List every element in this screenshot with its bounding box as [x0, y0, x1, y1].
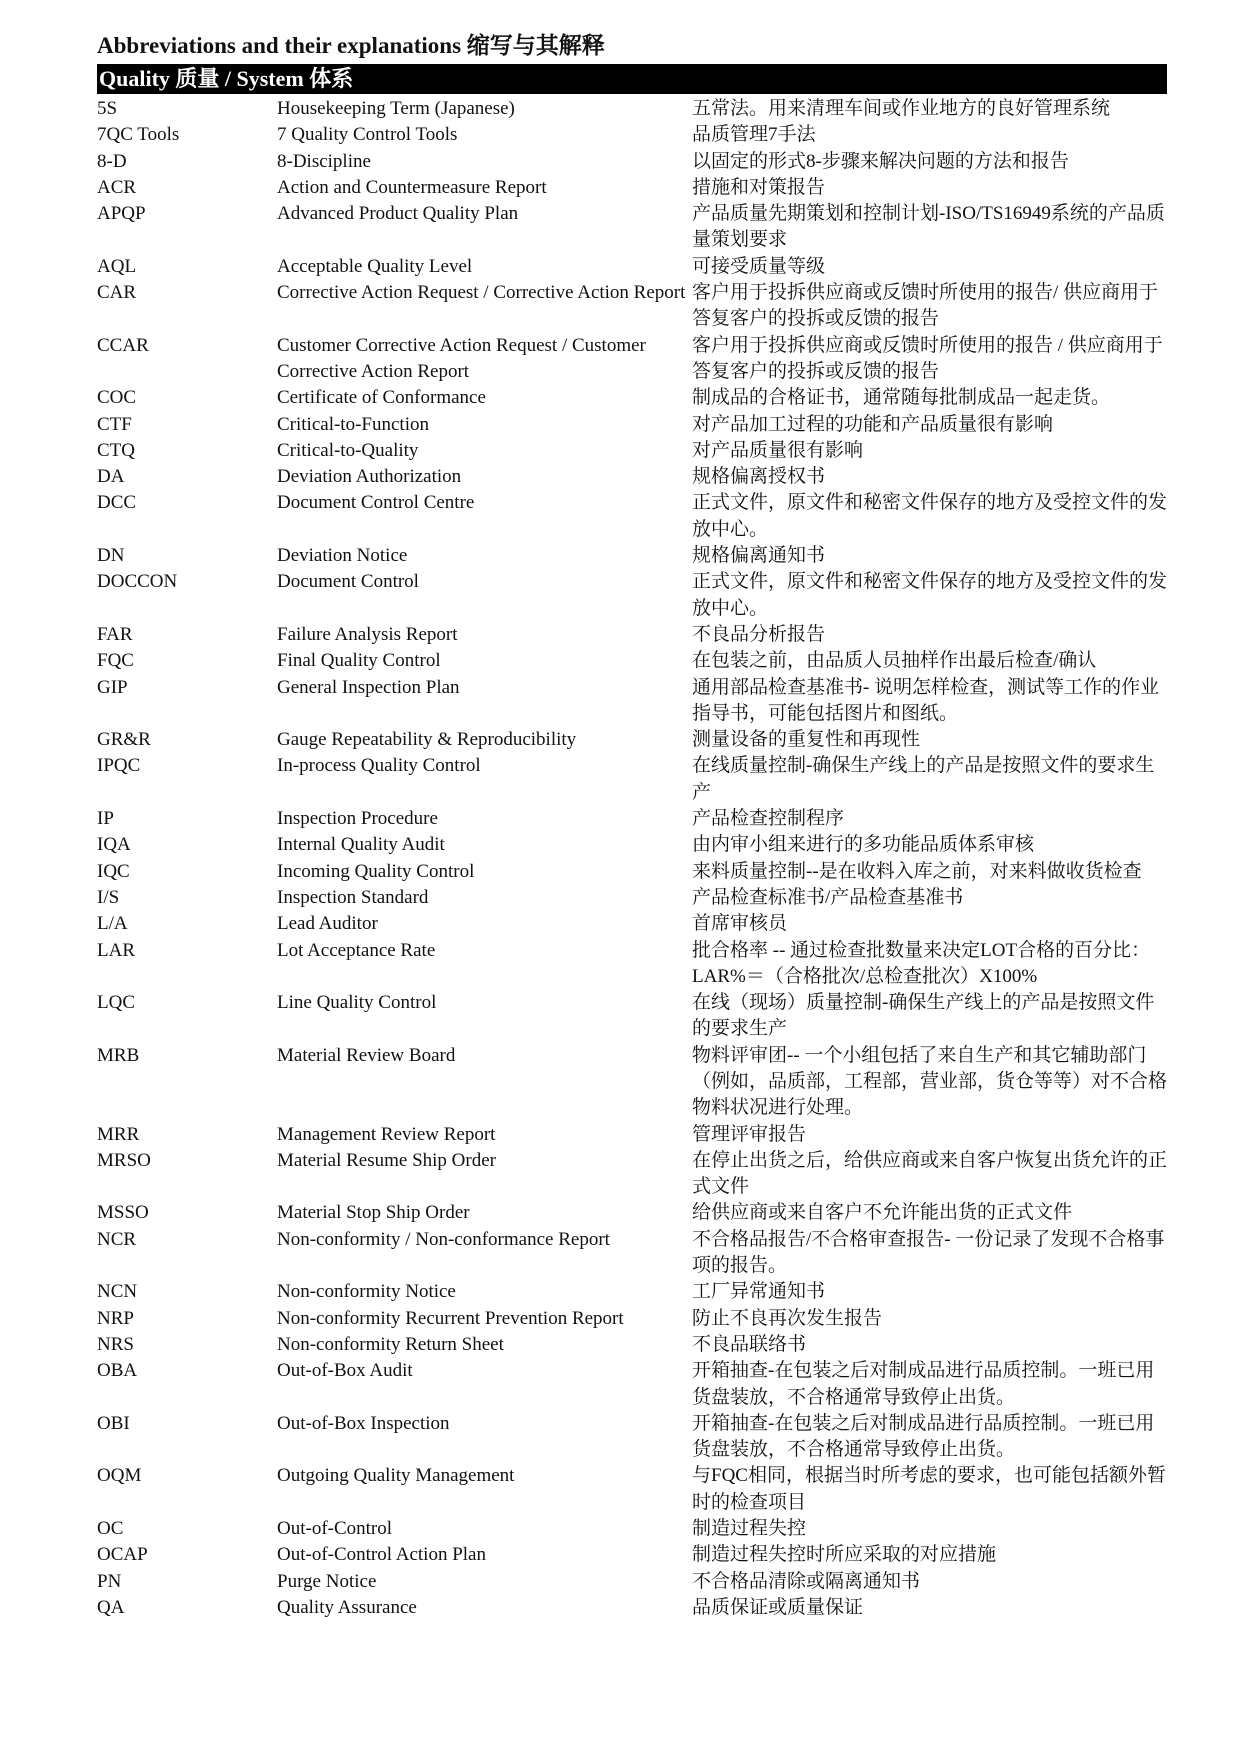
abbreviation-cell: DOCCON	[97, 571, 178, 593]
term-cell: Out-of-Box Inspection	[277, 1412, 450, 1434]
table-row	[97, 96, 1167, 122]
abbreviation-cell: NCN	[97, 1281, 138, 1303]
explanation-cell: 通用部品检查基准书- 说明怎样检查，测试等工作的作业指导书，可能包括图片和图纸。	[692, 676, 1160, 724]
explanation-cell: 制造过程失控	[692, 1518, 807, 1540]
table-row	[97, 569, 1167, 622]
table-row	[97, 832, 1167, 858]
table-row	[97, 543, 1167, 569]
term-cell: Out-of-Control Action Plan	[277, 1544, 486, 1566]
term-cell: Line Quality Control	[277, 992, 437, 1014]
explanation-cell: 品质管理7手法	[692, 124, 816, 146]
explanation-cell: 正式文件，原文件和秘密文件保存的地方及受控文件的发放中心。	[692, 492, 1168, 540]
table-row	[97, 859, 1167, 885]
term-cell: Non-conformity Recurrent Prevention Report	[277, 1307, 624, 1329]
explanation-cell: 规格偏离通知书	[692, 545, 826, 567]
abbreviation-cell: CCAR	[97, 334, 149, 356]
table-row	[97, 1122, 1167, 1148]
term-cell: Internal Quality Audit	[277, 834, 445, 856]
explanation-cell: 不合格品清除或隔离通知书	[692, 1570, 921, 1592]
term-cell: Inspection Standard	[277, 886, 429, 908]
explanation-cell: 防止不良再次发生报告	[692, 1307, 883, 1329]
table-row	[97, 938, 1167, 991]
term-cell: Outgoing Quality Management	[277, 1465, 515, 1487]
explanation-cell: 正式文件，原文件和秘密文件保存的地方及受控文件的发放中心。	[692, 571, 1168, 619]
table-row	[97, 885, 1167, 911]
term-cell: Customer Corrective Action Request / Customer Corrective Action Report	[277, 334, 646, 382]
term-cell: Housekeeping Term (Japanese)	[277, 98, 515, 119]
abbreviation-cell: DA	[97, 466, 125, 488]
term-cell: Inspection Procedure	[277, 808, 438, 830]
term-cell: Material Resume Ship Order	[277, 1149, 496, 1171]
abbreviation-cell: AQL	[97, 255, 137, 277]
abbreviation-cell: NCR	[97, 1228, 137, 1250]
abbreviation-cell: FQC	[97, 650, 134, 672]
term-cell: Corrective Action Request / Corrective Action Report	[277, 282, 686, 304]
table-row	[97, 122, 1167, 148]
explanation-cell: 开箱抽查-在包装之后对制成品进行品质控制。一班已用货盘装放，不合格通常导致停止出货。	[692, 1360, 1155, 1408]
explanation-cell: 不良品分析报告	[692, 623, 826, 645]
term-cell: Management Review Report	[277, 1123, 496, 1145]
explanation-cell: 可接受质量等级	[692, 255, 826, 277]
term-cell: Quality Assurance	[277, 1596, 417, 1618]
abbreviation-cell: LQC	[97, 992, 135, 1014]
abbreviation-cell: APQP	[97, 203, 146, 225]
term-cell: Out-of-Control	[277, 1518, 393, 1540]
table-row	[97, 333, 1167, 386]
table-row	[97, 280, 1167, 333]
term-cell: Gauge Repeatability & Reproducibility	[277, 729, 577, 751]
explanation-cell: 产品检查控制程序	[692, 808, 845, 830]
explanation-cell: 首席审核员	[692, 913, 788, 935]
abbreviation-cell: NRS	[97, 1333, 134, 1355]
explanation-cell: 来料质量控制--是在收料入库之前，对来料做收货检查	[692, 860, 1142, 882]
abbreviation-cell: FAR	[97, 623, 133, 645]
term-cell: General Inspection Plan	[277, 676, 460, 698]
table-row	[97, 201, 1167, 254]
explanation-cell: 与FQC相同，根据当时所考虑的要求，也可能包括额外暂时的检查项目	[692, 1465, 1166, 1513]
explanation-cell: 工厂异常通知书	[692, 1281, 826, 1303]
table-row	[97, 149, 1167, 175]
table-row	[97, 1358, 1167, 1411]
abbreviation-cell: NRP	[97, 1307, 134, 1329]
term-cell: Document Control	[277, 571, 419, 593]
explanation-cell: 客户用于投拆供应商或反馈时所使用的报告/ 供应商用于答复客户的投拆或反馈的报告	[692, 282, 1159, 330]
explanation-cell: 产品质量先期策划和控制计划-ISO/TS16949系统的产品质量策划要求	[692, 203, 1165, 251]
explanation-cell: 批合格率 -- 通过检查批数量来决定LOT合格的百分比：LAR%＝（合格批次/总检查批次）X100%	[692, 939, 1151, 987]
abbreviation-cell: PN	[97, 1570, 122, 1592]
table-row	[97, 727, 1167, 753]
table-row	[97, 1148, 1167, 1201]
term-cell: Incoming Quality Control	[277, 860, 475, 882]
term-cell: 7 Quality Control Tools	[277, 124, 458, 146]
document-page	[97, 30, 1167, 1621]
term-cell: Action and Countermeasure Report	[277, 176, 547, 198]
term-cell: Acceptable Quality Level	[277, 255, 473, 277]
term-cell: Material Review Board	[277, 1044, 456, 1066]
table-row	[97, 990, 1167, 1043]
abbreviation-cell: I/S	[97, 886, 120, 908]
abbreviation-cell: GR&R	[97, 729, 151, 751]
abbreviation-cell: DCC	[97, 492, 137, 514]
table-row	[97, 753, 1167, 806]
term-cell: Lead Auditor	[277, 913, 378, 935]
explanation-cell: 以固定的形式8-步骤来解决问题的方法和报告	[692, 150, 1069, 172]
term-cell: Non-conformity / Non-conformance Report	[277, 1228, 610, 1250]
table-row	[97, 385, 1167, 411]
abbreviation-cell: 5S	[97, 98, 118, 119]
explanation-cell: 给供应商或来自客户不允许能出货的正式文件	[692, 1202, 1073, 1224]
table-row	[97, 911, 1167, 937]
term-cell: Final Quality Control	[277, 650, 441, 672]
explanation-cell: 措施和对策报告	[692, 176, 826, 198]
table-row	[97, 1306, 1167, 1332]
abbreviation-cell: QA	[97, 1596, 125, 1618]
explanation-cell: 管理评审报告	[692, 1123, 807, 1145]
abbreviation-cell: L/A	[97, 913, 128, 935]
abbreviation-table	[97, 96, 1167, 1621]
abbreviation-cell: OC	[97, 1518, 124, 1540]
explanation-cell: 制造过程失控时所应采取的对应措施	[692, 1544, 997, 1566]
abbreviation-cell: OBI	[97, 1412, 130, 1434]
table-row	[97, 806, 1167, 832]
explanation-cell: 规格偏离授权书	[692, 466, 826, 488]
table-row	[97, 622, 1167, 648]
explanation-cell: 品质保证或质量保证	[692, 1596, 864, 1618]
table-row	[97, 1332, 1167, 1358]
abbreviation-cell: MRSO	[97, 1149, 151, 1171]
table-row	[97, 1043, 1167, 1122]
explanation-cell: 在包装之前，由品质人员抽样作出最后检查/确认	[692, 650, 1097, 672]
table-row	[97, 412, 1167, 438]
table-row	[97, 675, 1167, 728]
explanation-cell: 由内审小组来进行的多功能品质体系审核	[692, 834, 1035, 856]
table-row	[97, 464, 1167, 490]
table-row	[97, 490, 1167, 543]
table-row	[97, 1200, 1167, 1226]
abbreviation-cell: DN	[97, 545, 125, 567]
explanation-cell: 产品检查标准书/产品检查基准书	[692, 886, 964, 908]
term-cell: Deviation Notice	[277, 545, 408, 567]
explanation-cell: 在停止出货之后，给供应商或来自客户恢复出货允许的正式文件	[692, 1149, 1168, 1198]
explanation-cell: 对产品加工过程的功能和产品质量很有影响	[692, 413, 1054, 435]
table-row	[97, 1279, 1167, 1305]
explanation-cell: 在线（现场）质量控制-确保生产线上的产品是按照文件的要求生产	[692, 992, 1155, 1040]
table-row	[97, 1227, 1167, 1280]
explanation-cell: 不良品联络书	[692, 1333, 807, 1355]
explanation-cell: 不合格品报告/不合格审查报告- 一份记录了发现不合格事项的报告。	[692, 1228, 1165, 1277]
explanation-cell: 测量设备的重复性和再现性	[692, 729, 921, 751]
term-cell: Document Control Centre	[277, 492, 475, 514]
section-header: Quality 质量 / System 体系	[97, 64, 1167, 94]
term-cell: Non-conformity Notice	[277, 1281, 456, 1303]
explanation-cell: 在线质量控制-确保生产线上的产品是按照文件的要求生产	[692, 755, 1155, 803]
term-cell: Critical-to-Function	[277, 413, 429, 435]
table-row	[97, 1595, 1167, 1621]
table-row	[97, 1411, 1167, 1464]
abbreviation-cell: ACR	[97, 176, 137, 198]
document-title: Abbreviations and their explanations 缩写与其解释	[97, 33, 605, 58]
term-cell: 8-Discipline	[277, 150, 371, 172]
abbreviation-cell: 8-D	[97, 150, 127, 172]
explanation-cell: 开箱抽查-在包装之后对制成品进行品质控制。一班已用货盘装放，不合格通常导致停止出货。	[692, 1412, 1155, 1461]
abbreviation-cell: GIP	[97, 676, 128, 698]
term-cell: In-process Quality Control	[277, 755, 481, 777]
term-cell: Deviation Authorization	[277, 466, 462, 488]
term-cell: Failure Analysis Report	[277, 623, 458, 645]
term-cell: Out-of-Box Audit	[277, 1360, 413, 1382]
abbreviation-cell: OQM	[97, 1465, 142, 1487]
table-row	[97, 1516, 1167, 1542]
abbreviation-cell: LAR	[97, 939, 135, 961]
abbreviation-cell: 7QC Tools	[97, 124, 180, 146]
explanation-cell: 五常法。用来清理车间或作业地方的良好管理系统	[692, 98, 1111, 119]
term-cell: Lot Acceptance Rate	[277, 939, 436, 961]
abbreviation-cell: COC	[97, 387, 137, 409]
term-cell: Material Stop Ship Order	[277, 1202, 470, 1224]
table-row	[97, 1569, 1167, 1595]
table-row	[97, 648, 1167, 674]
explanation-cell: 客户用于投拆供应商或反馈时所使用的报告 / 供应商用于答复客户的投拆或反馈的报告	[692, 334, 1163, 382]
term-cell: Non-conformity Return Sheet	[277, 1333, 504, 1355]
abbreviation-cell: MSSO	[97, 1202, 149, 1224]
abbreviation-cell: OBA	[97, 1360, 138, 1382]
abbreviation-cell: IQA	[97, 834, 131, 856]
table-row	[97, 1463, 1167, 1516]
abbreviation-cell: OCAP	[97, 1544, 148, 1566]
explanation-cell: 物料评审团-- 一个小组包括了来自生产和其它辅助部门（例如，品质部，工程部，营业部，货仓等等）对不合格物料状况进行处理。	[692, 1044, 1168, 1119]
abbreviation-cell: IP	[97, 808, 114, 830]
table-row	[97, 175, 1167, 201]
term-cell: Advanced Product Quality Plan	[277, 203, 519, 225]
abbreviation-cell: CAR	[97, 282, 137, 304]
term-cell: Critical-to-Quality	[277, 439, 419, 461]
table-row	[97, 1542, 1167, 1568]
term-cell: Certificate of Conformance	[277, 387, 486, 409]
abbreviation-cell: CTQ	[97, 439, 135, 461]
abbreviation-cell: MRB	[97, 1044, 140, 1066]
term-cell: Purge Notice	[277, 1570, 377, 1592]
abbreviation-cell: CTF	[97, 413, 132, 435]
explanation-cell: 制成品的合格证书，通常随每批制成品一起走货。	[692, 387, 1111, 409]
abbreviation-cell: IPQC	[97, 755, 141, 777]
abbreviation-cell: IQC	[97, 860, 130, 882]
table-row	[97, 438, 1167, 464]
abbreviation-cell: MRR	[97, 1123, 140, 1145]
explanation-cell: 对产品质量很有影响	[692, 439, 864, 461]
table-row	[97, 254, 1167, 280]
